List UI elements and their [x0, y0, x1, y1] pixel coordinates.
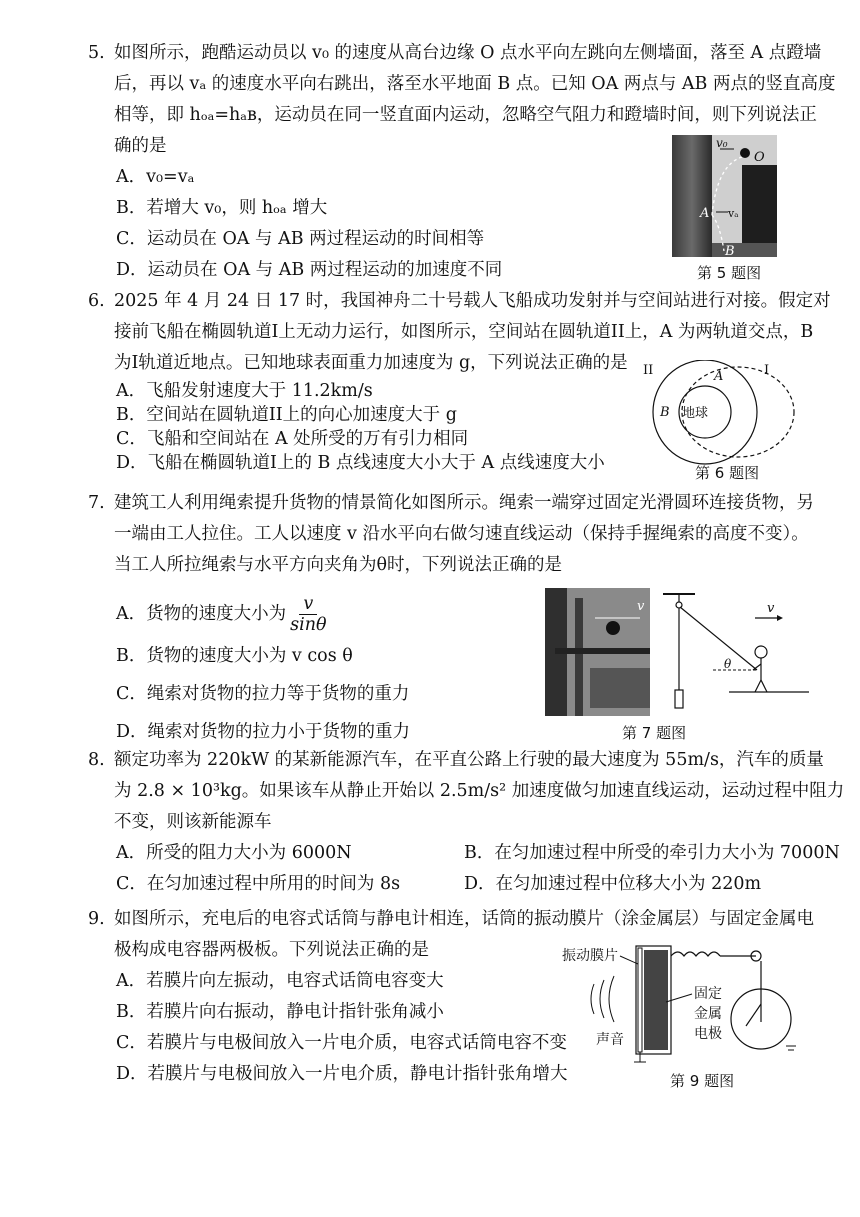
label-electrode-3: 电极	[694, 1026, 722, 1042]
label-v-photo: v	[637, 599, 645, 614]
label-I: I	[764, 363, 770, 378]
label-v0: v₀	[716, 136, 728, 150]
label-II: II	[643, 363, 654, 378]
label-B: B	[725, 244, 735, 257]
membrane	[638, 948, 642, 1052]
question-text-line: 如图所示，跑酷运动员以 v₀ 的速度从高台边缘 O 点水平向左跳向左侧墙面，落至 A 点蹬墙	[114, 43, 822, 63]
label-electrode-2: 金属	[694, 1006, 722, 1022]
question-text-line: 额定功率为 220kW 的某新能源汽车，在平直公路上行驶的最大速度为 55m/s，汽车的质量	[114, 750, 824, 770]
option-b: B．空间站在圆轨道II上的向心加速度大于 g	[116, 405, 457, 425]
question-text-line: 确的是	[114, 136, 167, 156]
question-text-line: 接前飞船在椭圆轨道I上无动力运行，如图所示，空间站在圆轨道II上，A 为两轨道交点，B	[114, 322, 814, 342]
option-c: C．运动员在 OA 与 AB 两过程运动的时间相等	[116, 229, 485, 249]
question-text-line: 2025 年 4 月 24 日 17 时，我国神舟二十号载人飞船成功发射并与空间站进行对接。假定对	[114, 291, 831, 311]
question-number: 8.	[88, 750, 105, 770]
question-text-line: 后，再以 vₐ 的速度水平向右跳出，落至水平地面 B 点。已知 OA 两点与 AB 两点的竖直高度	[114, 74, 836, 94]
label-earth: 地球	[682, 406, 709, 421]
question-number: 7.	[88, 493, 105, 513]
question-text-line: 极构成电容器两极板。下列说法正确的是	[114, 940, 429, 960]
label-vA: vₐ	[728, 207, 739, 220]
wire	[671, 952, 720, 956]
option-a: A．货物的速度大小为 $\frac{v}{\sin\theta}$	[116, 594, 327, 635]
question-text-line: 相等，即 hₒₐ=hₐʙ，运动员在同一竖直面内运动，忽略空气阻力和蹬墙时间，则下列说法正	[114, 105, 817, 125]
option-d: D．在匀加速过程中位移大小为 220m	[464, 874, 762, 894]
option-d: D．飞船在椭圆轨道I上的 B 点线速度大小大于 A 点线速度大小	[116, 453, 605, 473]
figure-6	[640, 360, 810, 470]
question-text-line: 一端由工人拉住。工人以速度 v 沿水平向右做匀速直线运动（保持手握绳索的高度不变）。	[114, 524, 809, 544]
option-b: B．货物的速度大小为 v cos θ	[116, 646, 353, 666]
figure-9	[556, 944, 806, 1066]
question-8	[88, 745, 845, 900]
question-text-line: 不变，则该新能源车	[114, 812, 272, 832]
label-membrane: 振动膜片	[562, 948, 618, 964]
fraction: $\frac{v}{\sin\theta}$	[290, 594, 327, 635]
figure-7-caption: 第 7 题图	[622, 724, 687, 742]
question-number: 9.	[88, 909, 105, 929]
option-b: B．在匀加速过程中所受的牵引力大小为 7000N	[464, 843, 840, 863]
option-a: A．若膜片向左振动，电容式话筒电容变大	[116, 971, 444, 991]
label-theta: θ	[724, 657, 732, 671]
athlete-icon	[740, 148, 750, 158]
rope	[680, 607, 757, 670]
figure-5	[672, 135, 777, 257]
option-c: C．若膜片与电极间放入一片电介质，电容式话筒电容不变	[116, 1033, 567, 1053]
fixed-electrode	[644, 950, 668, 1050]
question-number: 6.	[88, 291, 105, 311]
worker-icon	[755, 646, 767, 658]
option-c: C．绳索对货物的拉力等于货物的重力	[116, 684, 410, 704]
label-electrode-1: 固定	[694, 986, 722, 1002]
figure-7	[545, 588, 810, 716]
question-text-line: 为I轨道近地点。已知地球表面重力加速度为 g，下列说法正确的是	[114, 353, 628, 373]
electroscope-needle	[746, 1004, 761, 1026]
label-A: A	[700, 206, 710, 221]
cargo	[675, 690, 683, 708]
wall	[672, 135, 712, 257]
label-v-diagram: v	[767, 601, 775, 616]
question-text-line: 为 2.8 × 10³kg。如果该车从静止开始以 2.5m/s² 加速度做匀加速直线运动，运动过程中阻力	[114, 781, 845, 801]
question-text-line: 建筑工人利用绳索提升货物的情景简化如图所示。绳索一端穿过固定光滑圆环连接货物，另	[114, 493, 814, 513]
option-c: C．飞船和空间站在 A 处所受的万有引力相同	[116, 429, 469, 449]
question-number: 5.	[88, 43, 105, 63]
figure-5-caption: 第 5 题图	[697, 264, 762, 282]
label-B: B	[660, 405, 670, 420]
label-A: A	[714, 369, 724, 384]
figure-6-caption: 第 6 题图	[695, 464, 760, 482]
option-b: B．若增大 v₀，则 hₒₐ 增大	[116, 198, 328, 218]
option-c: C．在匀加速过程中所用的时间为 8s	[116, 874, 401, 894]
option-b: B．若膜片向右振动，静电计指针张角减小	[116, 1002, 444, 1022]
option-a: A．v₀=vₐ	[116, 167, 195, 187]
option-d: D．绳索对货物的拉力小于货物的重力	[116, 722, 411, 742]
question-text-line: 当工人所拉绳索与水平方向夹角为θ时，下列说法正确的是	[114, 555, 563, 575]
question-text-line: 如图所示，充电后的电容式话筒与静电计相连，话筒的振动膜片（涂金属层）与固定金属电	[114, 909, 814, 929]
pulley-ring	[676, 602, 682, 608]
label-sound: 声音	[596, 1032, 624, 1048]
sound-wave-icon	[609, 976, 614, 1022]
option-d: D．运动员在 OA 与 AB 两过程运动的加速度不同	[116, 260, 503, 280]
figure-9-caption: 第 9 题图	[670, 1072, 735, 1090]
option-a: A．所受的阻力大小为 6000N	[116, 843, 352, 863]
label-O: O	[754, 150, 765, 165]
option-d: D．若膜片与电极间放入一片电介质，静电计指针张角增大	[116, 1064, 568, 1084]
option-a: A．飞船发射速度大于 11.2km/s	[116, 381, 373, 401]
